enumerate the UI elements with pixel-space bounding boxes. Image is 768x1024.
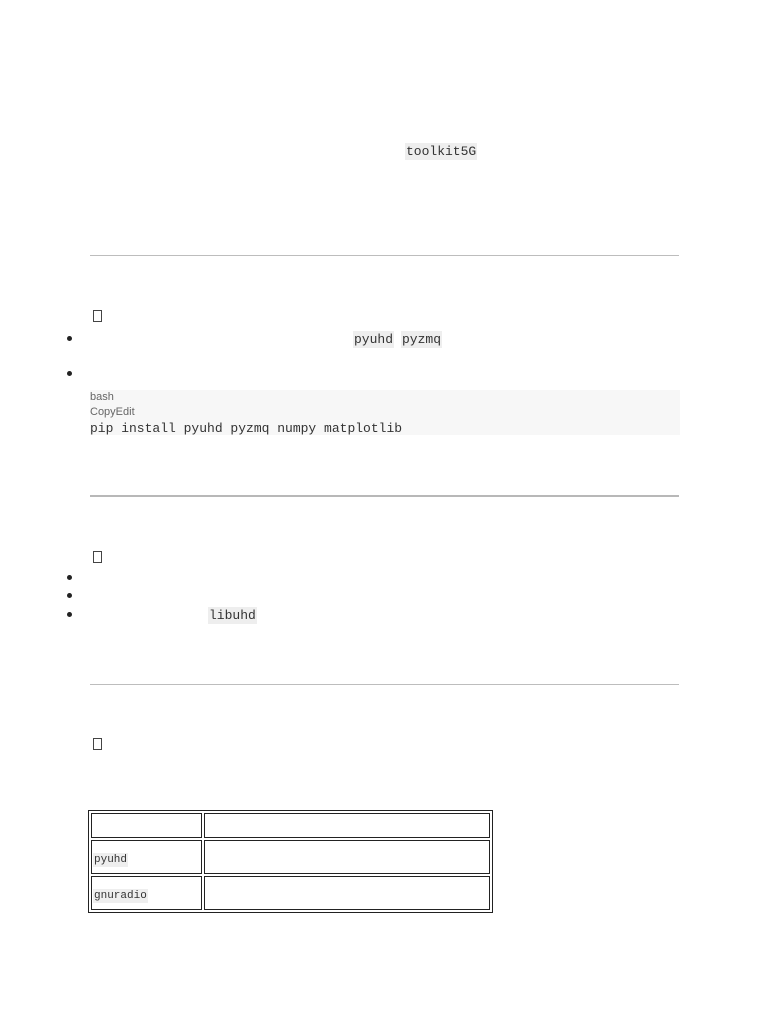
modules-table: [88, 810, 493, 913]
module-name: pyuhd: [94, 854, 128, 866]
inline-code-pyuhd: pyuhd: [354, 332, 394, 347]
bullet-dot-icon: [67, 612, 72, 617]
bullet-dot-icon: [67, 593, 72, 598]
table-row: [91, 876, 490, 910]
missing-glyph-icon: [93, 738, 102, 750]
section-divider: [90, 495, 679, 497]
table-row: [91, 813, 490, 838]
section-divider: [90, 684, 679, 685]
missing-glyph-icon: [93, 551, 102, 563]
bullet-dot-icon: [67, 371, 72, 376]
code-block: [90, 390, 680, 435]
table-row: [91, 840, 490, 874]
inline-code-libuhd: libuhd: [209, 608, 256, 623]
table-cell: [91, 813, 202, 838]
missing-glyph-icon: [93, 310, 102, 322]
code-block-language: bash: [90, 391, 114, 403]
copy-code-button[interactable]: CopyEdit: [90, 406, 135, 418]
module-name: gnuradio: [94, 890, 147, 902]
inline-code-pyzmq: pyzmq: [402, 332, 442, 347]
table-cell: [91, 876, 202, 910]
bullet-dot-icon: [67, 575, 72, 580]
table-cell: [204, 876, 490, 910]
bullet-dot-icon: [67, 336, 72, 341]
table-cell: [204, 813, 490, 838]
section-divider: [90, 255, 679, 256]
code-block-content: pip install pyuhd pyzmq numpy matplotlib: [90, 421, 403, 436]
intro-inline-code: toolkit5G: [406, 144, 477, 159]
table-cell: [204, 840, 490, 874]
table-cell: [91, 840, 202, 874]
